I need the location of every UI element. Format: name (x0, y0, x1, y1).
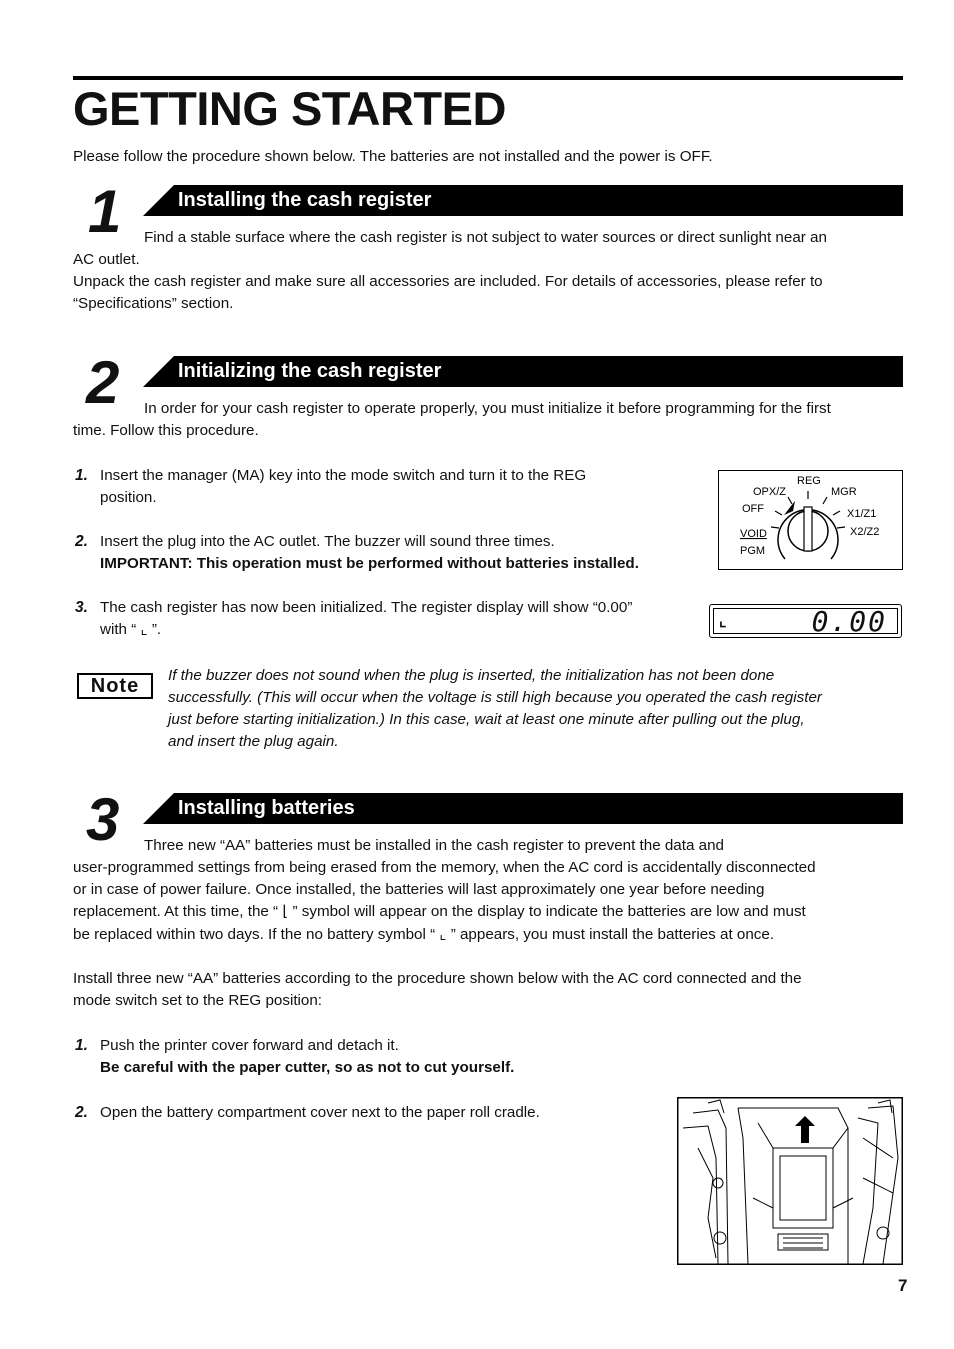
intro-text: Please follow the procedure shown below. The batteries are not installed and the power is OFF. (73, 148, 713, 165)
step-number-1: 1 (88, 178, 122, 245)
section3-line-7: mode switch set to the REG position: (73, 992, 323, 1009)
page-title: GETTING STARTED (73, 82, 506, 135)
mode-label-off: OFF (742, 503, 764, 515)
switch-key-slot (804, 507, 812, 551)
section-heading-1: Installing the cash register (143, 185, 903, 216)
s2-step3-line1: The cash register has now been initialized. The register display will show “0.00” (100, 599, 633, 616)
register-display (709, 604, 902, 638)
section2-line-2: time. Follow this procedure. (73, 422, 259, 439)
mode-label-pgm: PGM (740, 545, 766, 557)
step-number-3: 3 (86, 786, 120, 853)
section3-line-5: be replaced within two days. If the no battery symbol “ ⌞ ” appears, you must install the batteries at once. (73, 926, 775, 943)
section3-line-1: Three new “AA” batteries must be installed in the cash register to prevent the data and (144, 837, 724, 854)
note-line-3: just before starting initialization.) In this case, wait at least one minute after pulling out the plug, (168, 711, 805, 728)
section3-line-2: user-programmed settings from being erased from the memory, when the AC cord is accidentally disconnected (73, 859, 816, 876)
mode-label-opxz: OPX/Z (753, 486, 787, 498)
mode-label-reg: REG (797, 475, 821, 487)
s2-step2-important: IMPORTANT: This operation must be performed without batteries installed. (100, 555, 639, 572)
mode-switch-diagram (719, 471, 902, 569)
s3-step2-number: 2. (75, 1104, 88, 1121)
battery-compartment-illustration (678, 1098, 902, 1264)
mode-switch-figure (718, 470, 903, 570)
note-line-1: If the buzzer does not sound when the plug is inserted, the initialization has not been done (168, 667, 775, 684)
mode-label-x1z1: X1/Z1 (847, 508, 877, 520)
note-badge (77, 673, 153, 699)
s3-step1-caution: Be careful with the paper cutter, so as not to cut yourself. (100, 1059, 515, 1076)
step-number-2: 2 (86, 349, 120, 416)
section3-line-3: or in case of power failure. Once installed, the batteries will last approximately one year before needing (73, 881, 765, 898)
section-heading-3: Installing batteries (143, 793, 903, 824)
s2-step3-number: 3. (75, 599, 88, 616)
section1-line-2: AC outlet. (73, 251, 140, 268)
note-label: Note (79, 675, 151, 697)
mode-label-x2z2: X2/Z2 (850, 526, 880, 538)
s2-step1-line1: Insert the manager (MA) key into the mode switch and turn it to the REG (100, 467, 587, 484)
section1-line-1: Find a stable surface where the cash register is not subject to water sources or direct sunlight near an (144, 229, 827, 246)
no-battery-indicator: ⌞ (719, 613, 727, 630)
s3-step1-line1: Push the printer cover forward and detach it. (100, 1037, 399, 1054)
title-rule (73, 76, 903, 80)
s3-step1-number: 1. (75, 1037, 88, 1054)
s2-step2-line1: Insert the plug into the AC outlet. The buzzer will sound three times. (100, 533, 555, 550)
s2-step2-number: 2. (75, 533, 88, 550)
page-number: 7 (898, 1276, 908, 1295)
battery-compartment-figure (677, 1097, 903, 1265)
section1-line-4: “Specifications” section. (73, 295, 234, 312)
section2-line-1: In order for your cash register to operate properly, you must initialize it before programming for the first (144, 400, 831, 417)
mode-label-mgr: MGR (831, 486, 857, 498)
s3-step2-line1: Open the battery compartment cover next to the paper roll cradle. (100, 1104, 540, 1121)
section1-line-3: Unpack the cash register and make sure all accessories are included. For details of accessories, please refer to (73, 273, 823, 290)
display-value: 0.00 (811, 605, 887, 638)
up-arrow-icon (795, 1116, 815, 1143)
section-heading-2: Initializing the cash register (143, 356, 903, 387)
section3-line-6: Install three new “AA” batteries according to the procedure shown below with the AC cord connected and the (73, 970, 802, 987)
s2-step1-line2: position. (100, 489, 157, 506)
note-line-2: successfully. (This will occur when the voltage is still high because you operated the cash register (168, 689, 822, 706)
section3-line-4: replacement. At this time, the “ ⌊ ” symbol will appear on the display to indicate the batteries are low and must (73, 903, 806, 920)
note-text (168, 665, 903, 753)
mode-label-void: VOID (740, 528, 767, 540)
note-line-4: and insert the plug again. (168, 733, 339, 750)
s2-step3-line2: with “ ⌞ ”. (100, 621, 162, 638)
s2-step1-number: 1. (75, 467, 88, 484)
